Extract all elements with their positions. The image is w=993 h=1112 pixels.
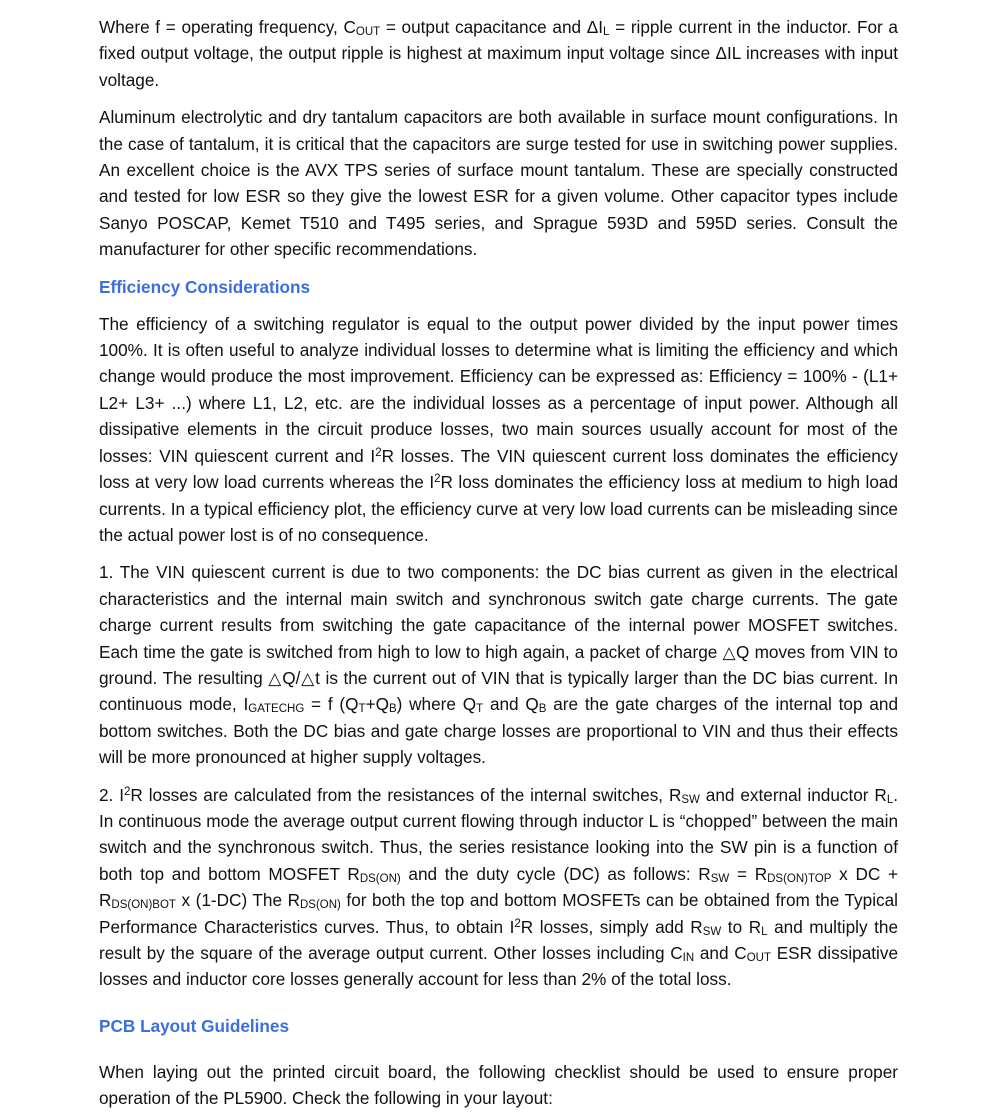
paragraph-pcb-checklist: When laying out the printed circuit board, the following checklist should be used to ensure proper operation of the PL5900. Check the following in your layout:: [99, 1061, 898, 1109]
paragraph-ripple: Where f = operating frequency, $C_{OUT}$ = output capacitance and $\Delta I_L$ = ripple current in the inductor. For a fixed output voltage, the output ripple is highest at maximum input voltage since ΔIL increases with input voltage.: [99, 17, 898, 90]
paragraph-efficiency: The efficiency of a switching regulator is equal to the output power divided by the input power times 100%. It is often useful to analyze individual losses to determine what is limiting the efficiency and which change would produce the most improvement. Efficiency can be expressed as: Efficiency = 100% - (L1+ L2+ L3+ ...) where L1, L2, etc. are the individual losses as a percentage of input power. Although all dissipative elements in the circuit produce losses, two main sources usually account for most of the losses: VIN quiescent current and $I^2R$ losses. The VIN quiescent current loss dominates the efficiency loss at very low load currents whereas the $I^2R$ loss dominates the efficiency loss at medium to high load currents. In a typical efficiency plot, the efficiency curve at very low load currents can be misleading since the actual power lost is of no consequence.: [99, 313, 899, 545]
paragraph-capacitor-types: Aluminum electrolytic and dry tantalum capacitors are both available in surface mount configurations. In the case of tantalum, it is critical that the capacitors are surge tested for use in switching power supplies. An excellent choice is the AVX TPS series of surface mount tantalum. These are specially constructed and tested for low ESR so they give the lowest ESR for a given volume. Other capacitor types include Sanyo POSCAP, Kemet T510 and T495 series, and Sprague 593D and 595D series. Consult the manufacturer for other specific recommendations.: [99, 107, 898, 260]
paragraph-vin-quiescent: 1. The VIN quiescent current is due to two components: the DC bias current as given in the electrical characteristics and the internal main switch and synchronous switch gate charge currents. The gate charge current results from switching the gate capacitance of the internal power MOSFET switches. Each time the gate is switched from high to low to high again, a packet of charge △Q moves from VIN to ground. The resulting △Q/△t is the current out of VIN that is typically larger than the DC bias current. In continuous mode, $I_{GATECHG} = f$ $(Q_T+Q_B)$ where $Q_T$ and $Q_B$ are the gate charges of the internal top and bottom switches. Both the DC bias and gate charge losses are proportional to VIN and thus their effects will be more pronounced at higher supply voltages.: [99, 562, 899, 768]
document-page: [99, 14, 898, 1112]
paragraph-i2r-losses: 2. $I^2R$ losses are calculated from the resistances of the internal switches, $R_{SW}$ and external inductor $R_L$. In continuous mode the average output current flowing through inductor L is “chopped” between the main switch and the synchronous switch. Thus, the series resistance looking into the SW pin is a function of both top and bottom MOSFET $R_{DS(ON)}$ and the duty cycle (DC) as follows: $R_{SW} = R_{DS(ON)TOP}$ x DC + $R_{DS(ON)BOT}$ x (1-DC) The $R_{DS(ON)}$ for both the top and bottom MOSFETs can be obtained from the Typical Performance Characteristics curves. Thus, to obtain $I^2R$ losses, simply add $R_{SW}$ to $R_L$ and multiply the result by the square of the average output current. Other losses including $C_{IN}$ and $C_{OUT}$ ESR dissipative losses and inductor core losses generally account for less than 2% of the total loss.: [99, 784, 899, 990]
heading-pcb-layout-guidelines: PCB Layout Guidelines: [99, 1015, 290, 1036]
heading-efficiency-considerations: Efficiency Considerations: [99, 276, 311, 297]
